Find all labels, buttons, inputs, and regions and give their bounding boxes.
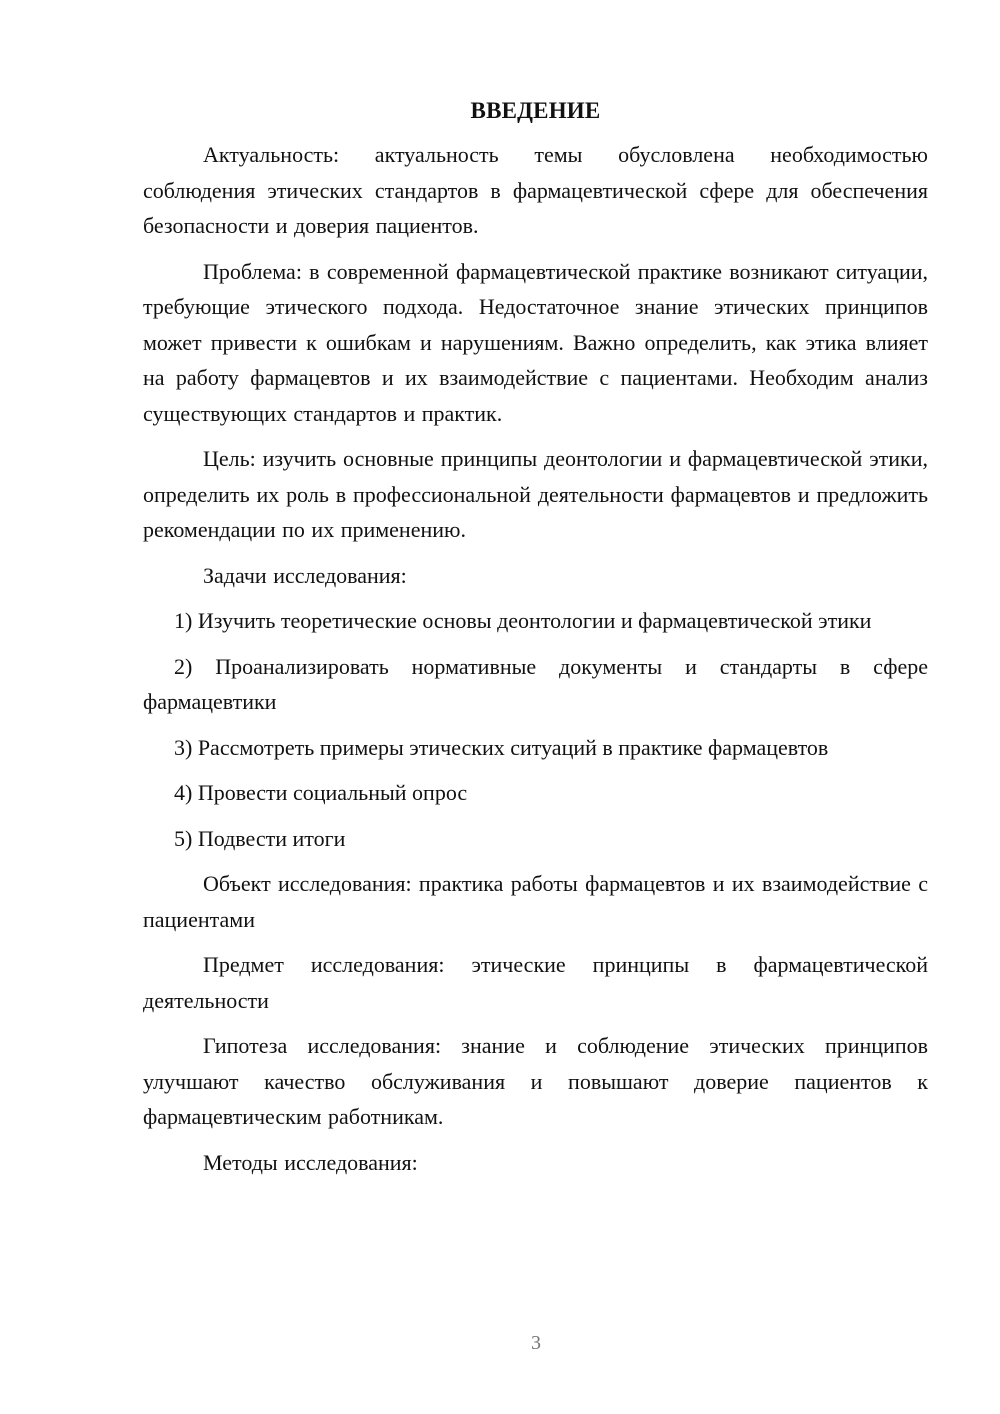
methods-title: Методы исследования: xyxy=(203,1149,418,1175)
list-item: 4) Провести социальный опрос xyxy=(174,780,468,805)
list-item: 1) Изучить теоретические основы деонтологии и фармацевтической этики xyxy=(174,608,872,633)
document-body xyxy=(143,94,928,1190)
list-item: 5) Подвести итоги xyxy=(174,825,346,851)
section-heading: ВВЕДЕНИЕ xyxy=(470,98,601,123)
paragraph-object: Объект исследования: практика работы фармацевтов и их взаимодействие с пациентами xyxy=(143,871,928,932)
list-item: 3) Рассмотреть примеры этических ситуаций в практике фармацевтов xyxy=(174,734,829,760)
list-item: 2) Проанализировать нормативные документы и стандарты в сфере фармацевтики xyxy=(143,653,928,714)
tasks-list xyxy=(143,603,928,856)
paragraph-relevance: Актуальность: актуальность темы обусловлена необходимостью соблюдения этических стандартов в фармацевтической сфере для обеспечения безопасности и доверия пациентов. xyxy=(143,142,928,238)
paragraph-hypothesis: Гипотеза исследования: знание и соблюдение этических принципов улучшают качество обслуживания и повышают доверие пациентов к фармацевтическим работникам. xyxy=(143,1033,928,1129)
page-number: 3 xyxy=(531,1332,541,1354)
paragraph-subject: Предмет исследования: этические принципы в фармацевтической деятельности xyxy=(143,952,928,1013)
tasks-title: Задачи исследования: xyxy=(203,562,407,588)
paragraph-goal: Цель: изучить основные принципы деонтологии и фармацевтической этики, определить их роль в профессиональной деятельности фармацевтов и предложить рекомендации по их применению. xyxy=(143,446,928,542)
paragraph-problem: Проблема: в современной фармацевтической практике возникают ситуации, требующие этического подхода. Недостаточное знание этических принципов может привести к ошибкам и нарушениям. Важно определить, как этика влияет на работу фармацевтов и их взаимодействие с пациентами. Необходим анализ существующих стандартов и практик. xyxy=(143,258,928,426)
